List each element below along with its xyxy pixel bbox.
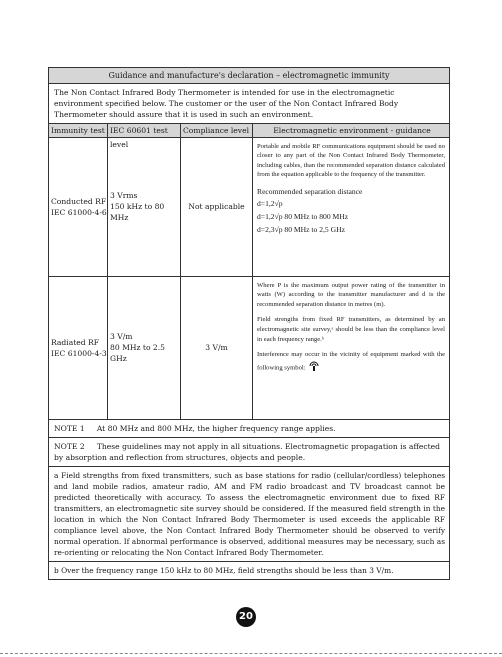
header-test-level: IEC 60601 test level [108,124,181,137]
page-number: 20 [236,607,256,627]
note-2-text: These guidelines may not apply in all situations. Electromagnetic propagation is affected by absorption and reflection from structures, objects and people. [54,441,440,462]
note-1 [49,420,449,438]
test-level-value: 3 V/m [110,332,133,342]
header-guidance: Electromagnetic environment - guidance [273,125,431,135]
test-name: Conducted RF [51,196,107,206]
guidance-paragraph-1: Where P is the maximum output power rating of the transmitter in watts (W) according to the transmitter manufacturer and d is the recommended separation distance in metres (m). [257,281,445,308]
test-level-range: 80 MHz to 2.5 GHz [110,343,166,364]
cell-compliance [181,277,253,419]
note-1-label: NOTE 1 [54,423,85,433]
formula-2: d=1,2√p 80 MHz to 800 MHz [257,211,349,221]
header-immunity-test: Immunity test [49,124,108,137]
cell-test-level [108,277,181,419]
guidance-paragraph: Portable and mobile RF communications equipment should be used no closer to any part of the Non Contact Infrared Body Thermometer, including cables, than the recommended separation distance calculated from the equation applicable to the frequency of the transmitter. [257,142,445,179]
cell-guidance [253,277,449,419]
note-2-label: NOTE 2 [54,441,85,451]
cell-immunity-test [49,138,108,276]
intro-text: The Non Contact Infrared Body Thermometer is intended for use in the electromagnetic environment specified below. The customer or the user of the Non Contact Infrared Body Thermometer should assure that it is used in such an environment. [49,84,449,124]
test-name: Radiated RF [51,337,100,347]
test-level-range: 150 kHz to 80 MHz [110,202,165,223]
test-standard: IEC 61000-4-6 [51,207,107,217]
guidance-paragraph-2: Field strengths from fixed RF transmitters, as determined by an electromagnetic site survey,ᵃ should be less than the compliance level in each frequency range.ᵇ [257,316,445,343]
compliance-value: 3 V/m [205,343,228,353]
cell-test-level [108,138,181,276]
page-divider [0,653,502,654]
footnote-b: b Over the frequency range 150 kHz to 80 MHz, field strengths should be less than 3 V/m. [54,566,394,576]
cell-immunity-test [49,277,108,419]
note-2 [49,438,449,467]
formula-3: d=2,3√p 80 MHz to 2,5 GHz [257,224,345,234]
cell-compliance [181,138,253,276]
emc-immunity-table [48,67,450,580]
compliance-value: Not applicable [188,202,245,212]
cell-guidance [253,138,449,276]
test-standard: IEC 61000-4-3 [51,348,107,358]
interference-text: Interference may occur in the vicinity of equipment marked with the following symbol: [257,351,445,372]
table-title: Guidance and manufacture's declaration – electromagnetic immunity [49,68,449,84]
header-compliance-level: Compliance level [181,124,253,137]
table-header-row [49,124,449,149]
test-level-value: 3 Vrms [110,191,138,201]
guidance-paragraph-3 [257,350,445,375]
table-row-radiated-rf [49,277,449,420]
note-1-text: At 80 MHz and 800 MHz, the higher frequency range applies. [96,423,336,433]
formula-1: d=1,2√p [257,198,283,208]
non-ionizing-radiation-icon [307,360,321,376]
footnote-a: a Field strengths from fixed transmitters, such as base stations for radio (cellular/cordless) telephones and land mobile radios, amateur radio, AM and FM radio broadcast and TV broadcast cannot be predicted theoretically with accuracy. To assess the electromagnetic environment due to fixed RF transmitters, an electromagnetic site survey should be considered. If the measured field strength in the location in which the Non Contact Infrared Body Thermometer is used exceeds the applicable RF compliance level above, the Non Contact Infrared Body Thermometer should be observed to verify normal operation. If abnormal performance is observed, additional measures may be necessary, such as re-orienting or relocating the Non Contact Infrared Body Thermometer. [49,467,449,563]
table-row-conducted-rf [49,138,449,277]
guidance-heading: Recommended separation distance [257,186,363,196]
